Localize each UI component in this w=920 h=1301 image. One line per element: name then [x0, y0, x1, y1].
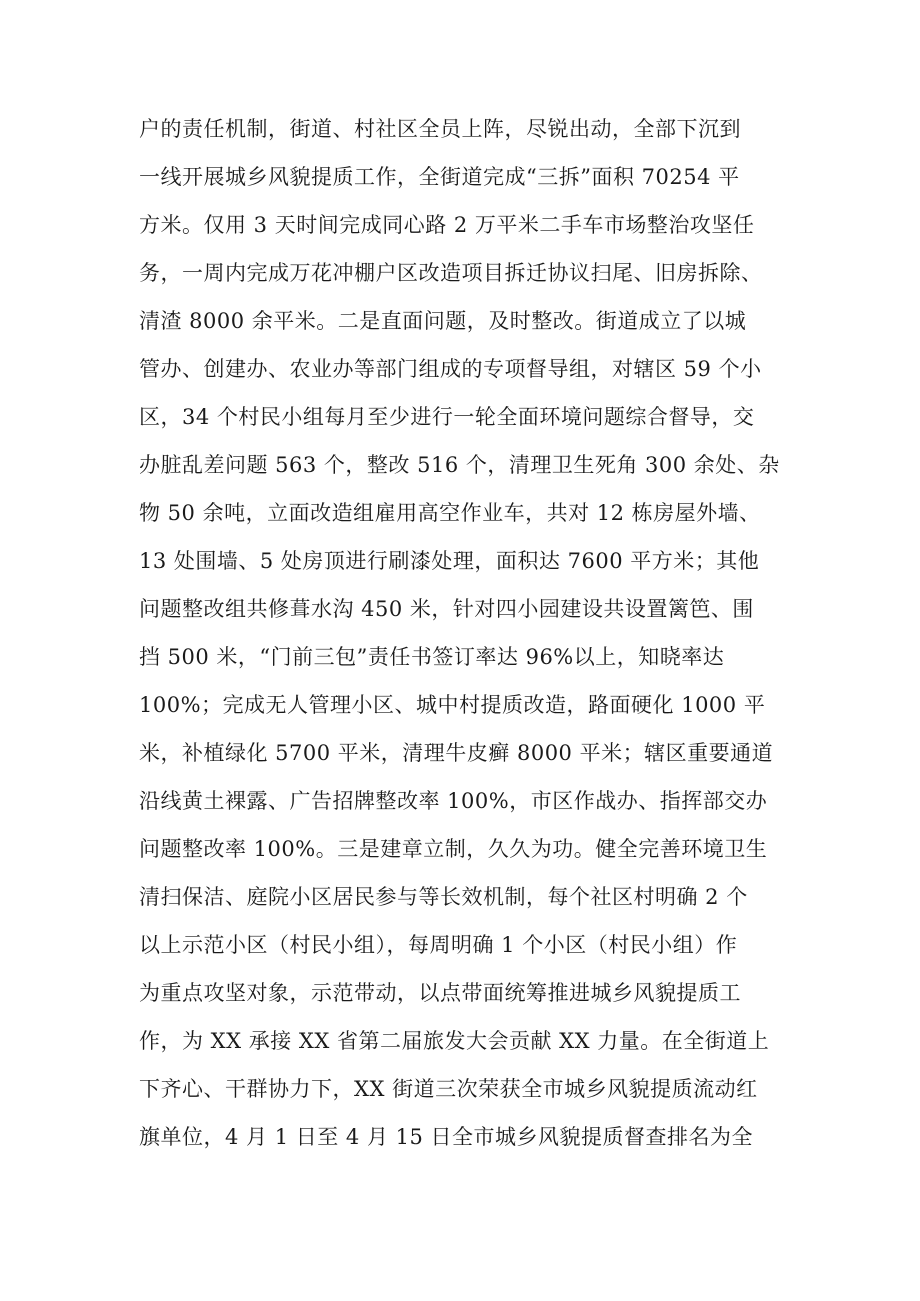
text-line: 以上示范小区（村民小组），每周明确 1 个小区（村民小组）作 — [139, 933, 738, 957]
text-line: 下齐心、干群协力下，XX 街道三次荣获全市城乡风貌提质流动红 — [139, 1077, 758, 1101]
text-line: 13 处围墙、5 处房顶进行刷漆处理，面积达 7600 平方米；其他 — [139, 549, 760, 573]
text-line: 问题整改组共修葺水沟 450 米，针对四小园建设共设置篱笆、围 — [139, 597, 754, 621]
text-line: 100%；完成无人管理小区、城中村提质改造，路面硬化 1000 平 — [139, 693, 766, 717]
text-line: 米，补植绿化 5700 平米，清理牛皮癣 8000 平米；辖区重要通道 — [139, 741, 774, 765]
text-line: 物 50 余吨，立面改造组雇用高空作业车，共对 12 栋房屋外墙、 — [139, 501, 761, 525]
text-line: 务，一周内完成万花冲棚户区改造项目拆迁协议扫尾、旧房拆除、 — [139, 261, 763, 285]
text-line: 挡 500 米，“门前三包”责任书签订率达 96%以上，知晓率达 — [139, 645, 725, 669]
text-line: 户的责任机制，街道、村社区全员上阵，尽锐出动，全部下沉到 — [139, 117, 741, 141]
text-line: 办脏乱差问题 563 个，整改 516 个，清理卫生死角 300 余处、杂 — [139, 453, 780, 477]
text-line: 区，34 个村民小组每月至少进行一轮全面环境问题综合督导，交 — [139, 405, 755, 429]
text-line: 方米。仅用 3 天时间完成同心路 2 万平米二手车市场整治攻坚任 — [139, 213, 755, 237]
text-line: 清渣 8000 余平米。二是直面问题，及时整改。街道成立了以城 — [139, 309, 747, 333]
text-line: 旗单位，4 月 1 日至 4 月 15 日全市城乡风貌提质督查排名为全 — [139, 1125, 754, 1149]
text-line: 清扫保洁、庭院小区居民参与等长效机制，每个社区村明确 2 个 — [139, 885, 748, 909]
document-body — [139, 105, 799, 1161]
text-line: 为重点攻坚对象，示范带动，以点带面统筹推进城乡风貌提质工 — [139, 981, 741, 1005]
text-line: 问题整改率 100%。三是建章立制，久久为功。健全完善环境卫生 — [139, 837, 768, 861]
text-line: 沿线黄土裸露、广告招牌整改率 100%，市区作战办、指挥部交办 — [139, 789, 768, 813]
text-line: 作，为 XX 承接 XX 省第二届旅发大会贡献 XX 力量。在全街道上 — [139, 1029, 770, 1053]
text-line: 一线开展城乡风貌提质工作，全街道完成“三拆”面积 70254 平 — [139, 165, 740, 189]
text-line: 管办、创建办、农业办等部门组成的专项督导组，对辖区 59 个小 — [139, 357, 762, 381]
